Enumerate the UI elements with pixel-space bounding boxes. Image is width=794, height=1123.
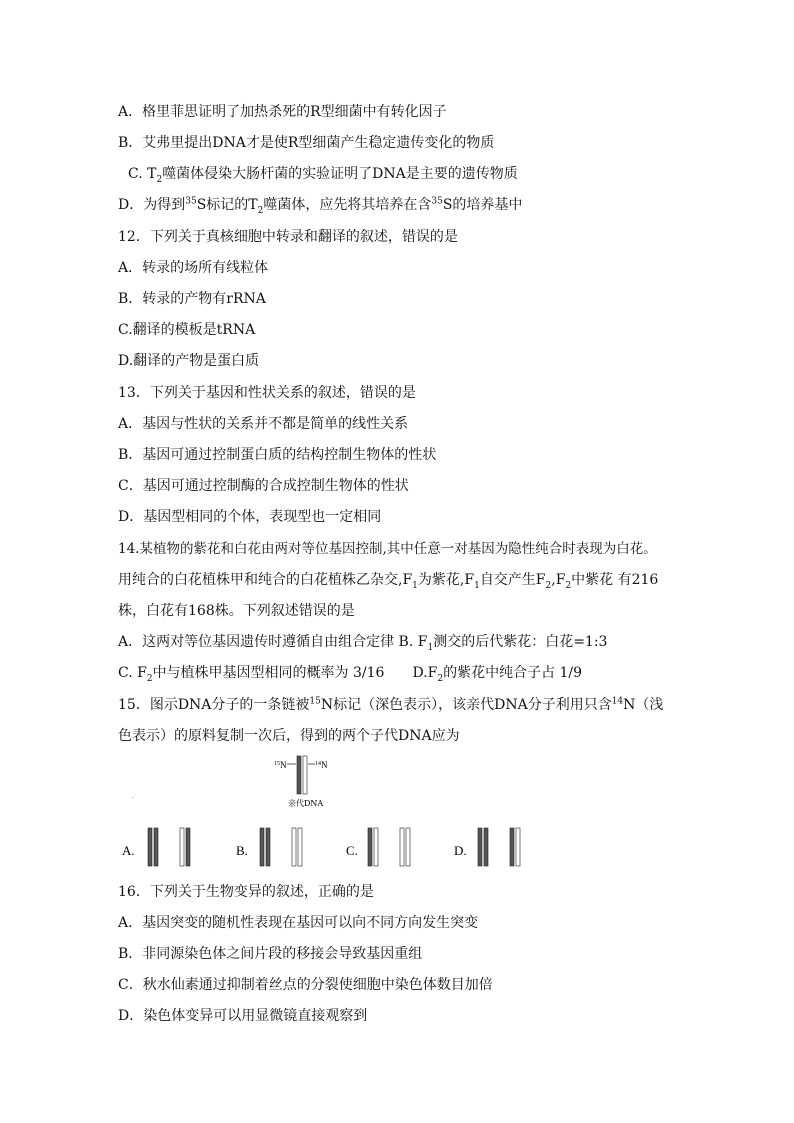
light-strand-14n <box>303 756 307 794</box>
a-dna1-strand1 <box>148 828 152 866</box>
q11-option-c: C. $T_2$噬菌体侵染大肠杆菌的实验证明了DNA是主要的遗传物质 <box>128 166 518 185</box>
option-d-label: D. <box>454 843 467 858</box>
q15-stem-line1: 15．图示DNA分子的一条链被$^{15}$N标记（深色表示），该亲代DNA分子利用只含$^{14}$N（浅 <box>118 696 664 713</box>
label-14n: $^{14}$N <box>315 760 328 770</box>
q14-stem-line2: 用纯合的白花植株甲和纯合的白花植株乙杂交$,F_1$为紫花$,F_1$自交产生$F_2,F_2$中紫花 有216 <box>118 572 659 591</box>
a-dna2-strand1 <box>180 828 184 866</box>
q14-options-ab: A．这两对等位基因遗传时遵循自由组合定律 B. $F_1$测交的后代紫花：白花=1:3 <box>118 634 608 653</box>
dark-strand-15n <box>297 756 301 794</box>
parent-dna <box>274 756 328 808</box>
d-dna2-strand2 <box>516 828 520 866</box>
c-dna1-strand1 <box>368 828 372 866</box>
q15-stem-line2: 色表示）的原料复制一次后，得到的两个子代DNA应为 <box>118 728 460 744</box>
b-dna2-strand1 <box>292 828 296 866</box>
parent-dna-caption: 亲代DNA <box>288 799 324 808</box>
q15-dna-diagram <box>110 752 550 872</box>
q12-stem: 12．下列关于真核细胞中转录和翻译的叙述，错误的是 <box>118 229 458 245</box>
q12-option-c: C.翻译的模板是tRNA <box>118 322 256 338</box>
q13-option-d: D．基因型相同的个体，表现型也一定相同 <box>118 509 382 525</box>
a-dna2-strand2 <box>186 828 190 866</box>
q15-option-c <box>346 828 410 866</box>
label-15n: $^{15}$N <box>274 760 287 770</box>
q14-stem-line1: 14.某植物的紫花和白花由两对等位基因控制,其中任意一对基因为隐性纯合时表现为白花。 <box>118 541 657 557</box>
q16-option-c: C．秋水仙素通过抑制着丝点的分裂使细胞中染色体数目加倍 <box>118 977 493 993</box>
stray-mark: . <box>132 793 134 800</box>
c-dna2-strand2 <box>406 828 410 866</box>
q11-option-a: A．格里菲思证明了加热杀死的R型细菌中有转化因子 <box>118 104 447 120</box>
q14-stem-line3: 株，白花有168株。下列叙述错误的是 <box>118 603 355 619</box>
c-dna1-strand2 <box>374 828 378 866</box>
q15-option-a <box>122 828 190 866</box>
q12-option-d: D.翻译的产物是蛋白质 <box>118 353 260 369</box>
q14-options-cd: C. $F_2$中与植株甲基因型相同的概率为 3/16 $D.F_2$的紫花中纯合子占 1/9 <box>118 665 583 684</box>
b-dna1-strand1 <box>260 828 264 866</box>
q11-option-d: D．为得到$^{35}$S标记的$T_2$噬菌体，应先将其培养在含$^{35}$S的培养基中 <box>118 196 523 216</box>
q16-option-a: A．基因突变的随机性表现在基因可以向不同方向发生突变 <box>118 915 479 931</box>
b-dna2-strand2 <box>298 828 302 866</box>
q16-option-b: B．非同源染色体之间片段的移接会导致基因重组 <box>118 946 423 962</box>
q12-option-b: B．转录的产物有rRNA <box>118 291 266 307</box>
q16-option-d: D．染色体变异可以用显微镜直接观察到 <box>118 1008 368 1024</box>
q13-option-a: A．基因与性状的关系并不都是简单的线性关系 <box>118 416 409 432</box>
q11-option-b: B．艾弗里提出DNA才是使R型细菌产生稳定遗传变化的物质 <box>118 135 495 151</box>
a-dna1-strand2 <box>154 828 158 866</box>
q13-stem: 13．下列关于基因和性状关系的叙述，错误的是 <box>118 385 416 401</box>
d-dna2-strand1 <box>510 828 514 866</box>
option-a-label: A. <box>122 843 135 858</box>
q15-option-d <box>454 828 520 866</box>
q12-option-a: A．转录的场所有线粒体 <box>118 260 269 276</box>
d-dna1-strand1 <box>478 828 482 866</box>
c-dna2-strand1 <box>400 828 404 866</box>
q13-option-c: C．基因可通过控制酶的合成控制生物体的性状 <box>118 478 409 494</box>
option-b-label: B. <box>236 843 248 858</box>
q16-stem: 16．下列关于生物变异的叙述，正确的是 <box>118 884 374 900</box>
option-c-label: C. <box>346 843 358 858</box>
b-dna1-strand2 <box>266 828 270 866</box>
q15-option-b <box>236 828 302 866</box>
d-dna1-strand2 <box>484 828 488 866</box>
q13-option-b: B．基因可通过控制蛋白质的结构控制生物体的性状 <box>118 447 437 463</box>
